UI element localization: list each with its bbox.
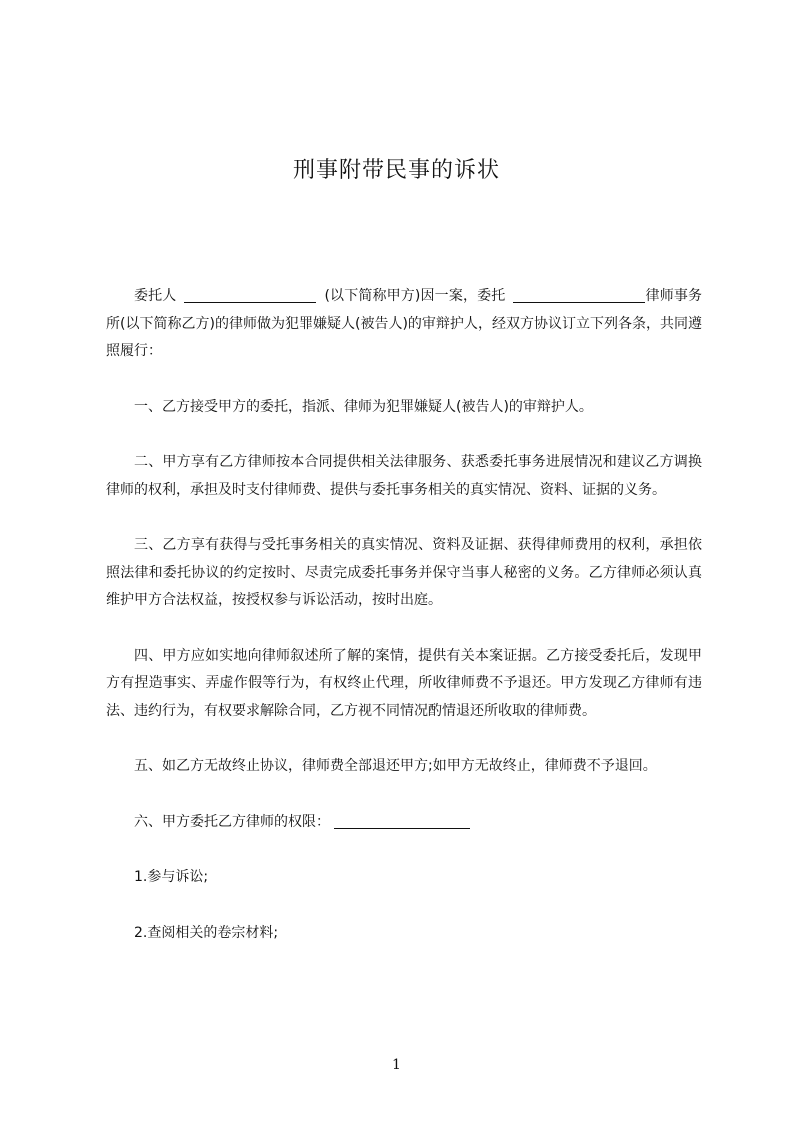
clause-5: 五、如乙方无故终止协议，律师费全部退还甲方;如甲方无故终止，律师费不予退回。 <box>134 758 657 774</box>
clause-2: 二、甲方享有乙方律师按本合同提供相关法律服务、获悉委托事务进展情况和建议乙方调换律师的权利，承担及时支付律师费、提供与委托事务相关的真实情况、资料、证据的义务。 <box>106 454 702 498</box>
page-number: 1 <box>392 1057 401 1073</box>
clause-3: 三、乙方享有获得与受托事务相关的真实情况、资料及证据、获得律师费用的权利，承担依照法律和委托协议的约定按时、尽责完成委托事务并保守当事人秘密的义务。乙方律师必须认真维护甲方合法权益，按授权参与诉讼活动，按时出庭。 <box>106 537 702 608</box>
intro-part-1: 委托人 <box>134 288 177 304</box>
intro-part-3: 律师事务所(以下简称乙方)的律师做为犯罪嫌疑人(被告人)的审辩护人，经双方协议订立下列各条，共同遵照履行： <box>106 288 702 359</box>
client-name-blank <box>184 286 316 303</box>
clause-6-label: 六、甲方委托乙方律师的权限： <box>134 813 330 830</box>
clause-6 <box>106 809 702 837</box>
list-item-1: 1.参与诉讼; <box>134 869 209 885</box>
document-body <box>106 283 702 947</box>
clause-1: 一、乙方接受甲方的委托，指派、律师为犯罪嫌疑人(被告人)的审辩护人。 <box>134 398 593 415</box>
intro-paragraph <box>106 283 702 366</box>
intro-part-2: (以下简称甲方)因一案，委托 <box>324 288 506 304</box>
clause-4: 四、甲方应如实地向律师叙述所了解的案情，提供有关本案证据。乙方接受委托后，发现甲方有捏造事实、弄虚作假等行为，有权终止代理，所收律师费不予退还。甲方发现乙方律师有违法、违约行为，有权要求解除合同，乙方视不同情况酌情退还所收取的律师费。 <box>106 647 702 719</box>
list-item-2: 2.查阅相关的卷宗材料; <box>134 924 279 941</box>
document-title: 刑事附带民事的诉状 <box>292 157 500 183</box>
law-firm-blank <box>513 286 645 303</box>
authority-blank <box>334 812 470 829</box>
